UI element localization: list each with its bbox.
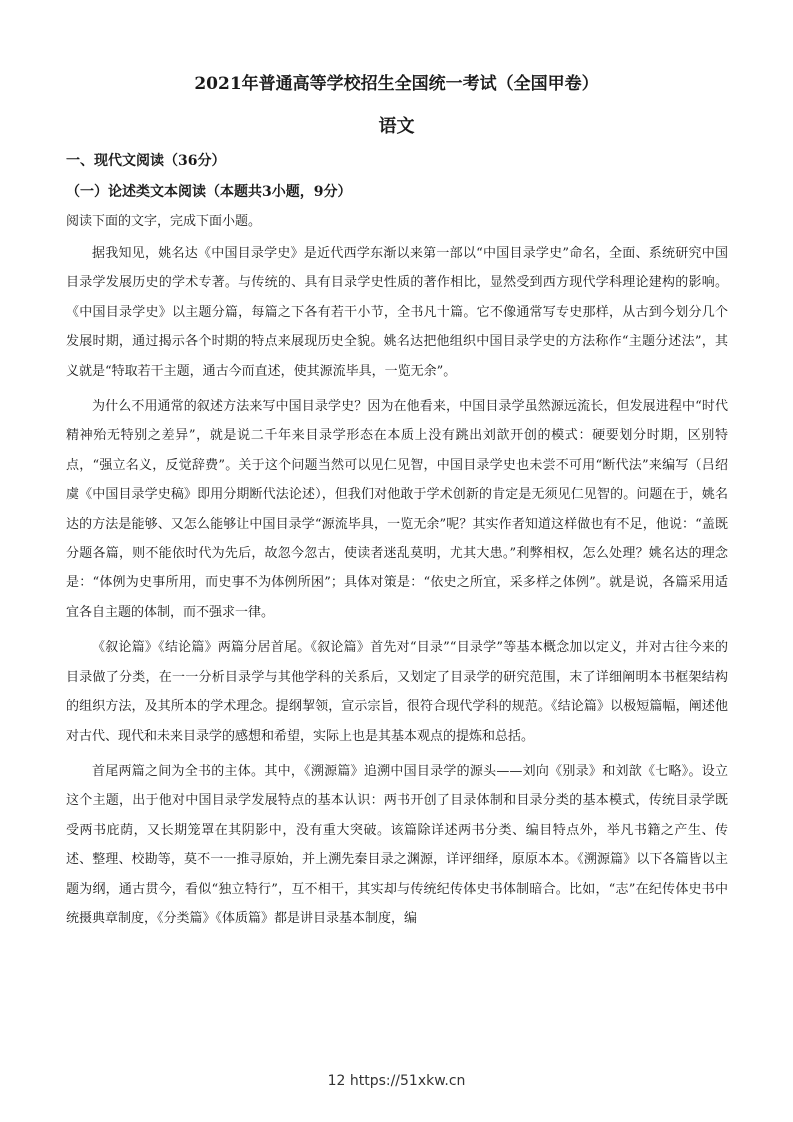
page-footer: 12 https://51xkw.cn [327, 1073, 466, 1089]
paragraph: 首尾两篇之间为全书的主体。其中，《溯源篇》追溯中国目录学的源头——刘向《别录》和刘歆《七略》。设立这个主题，出于他对中国目录学发展特点的基本认识：两书开创了目录体制和目录分类的基本模式，传统目录学既受两书庇荫，又长期笼罩在其阴影中，没有重大突破。该篇除详述两书分类、编目特点外，举凡书籍之产生、传述、整理、校勘等，莫不一一推寻原始，并上溯先秦目录之渊源，详评细绎，原原本本。《溯源篇》以下各篇皆以主题为纲，通古贯今，看似“独立特行”，互不相干，其实却与传统纪传体史书体制暗合。比如，“志”在纪传体史书中统摄典章制度，《分类篇》《体质篇》都是讲目录基本制度，编 [66, 763, 728, 926]
section-heading: 一、现代文阅读（36分） [66, 153, 226, 169]
paragraph: 为什么不用通常的叙述方法来写中国目录学史？因为在他看来，中国目录学虽然源远流长，但发展进程中“时代精神殆无特别之差异”，就是说二千年来目录学形态在本质上没有跳出刘歆开创的模式：硬要划分时期，区别特点，“强立名义，反觉辞费”。关于这个问题当然可以见仁见智，中国目录学史也未尝不可用“断代法”来编写（吕绍虞《中国目录学史稿》即用分期断代法论述），但我们对他敢于学术创新的肯定是无须见仁见智的。问题在于，姚名达的方法是能够、又怎么能够让中国目录学“源流毕具，一览无余”呢？其实作者知道这样做也有不足，他说：“盖既分题各篇，则不能依时代为先后，故忽今忽古，使读者迷乱莫明，尤其大患。”利弊相权，怎么处理？姚名达的理念是：“体例为史事所用，而史事不为体例所困”；具体对策是：“依史之所宜，采多样之体例”。就是说，各篇采用适宜各自主题的体制，而不强求一律。 [66, 399, 728, 620]
passage-body [66, 239, 728, 939]
subsection-heading: （一）论述类文本阅读（本题共3小题，9分） [66, 184, 352, 200]
exam-title: 2021年普通高等学校招生全国统一考试（全国甲卷） [194, 74, 599, 94]
reading-instruction: 阅读下面的文字，完成下面小题。 [66, 214, 262, 229]
paragraph: 《叙论篇》《结论篇》两篇分居首尾。《叙论篇》首先对“目录”“目录学”等基本概念加以定义，并对古往今来的目录做了分类，在一一分析目录学与其他学科的关系后，又划定了目录学的研究范围，末了详细阐明本书框架结构的组织方法，及其所本的学术理念。提纲挈领，宣示宗旨，很符合现代学科的规范。《结论篇》以极短篇幅，阐述他对古代、现代和未来目录学的感想和希望，实际上也是其基本观点的提炼和总括。 [66, 640, 728, 744]
subject-title: 语文 [378, 116, 415, 137]
paragraph: 据我知见，姚名达《中国目录学史》是近代西学东渐以来第一部以“中国目录学史”命名，全面、系统研究中国目录学发展历史的学术专著。与传统的、具有目录学史性质的著作相比，显然受到西方现代学科理论建构的影响。《中国目录学史》以主题分篇，每篇之下各有若干小节，全书凡十篇。它不像通常写专史那样，从古到今划分几个发展时期，通过揭示各个时期的特点来展现历史全貌。姚名达把他组织中国目录学史的方法称作“主题分述法”，其义就是“特取若干主题，通古今而直述，使其源流毕具，一览无余”。 [66, 246, 728, 379]
